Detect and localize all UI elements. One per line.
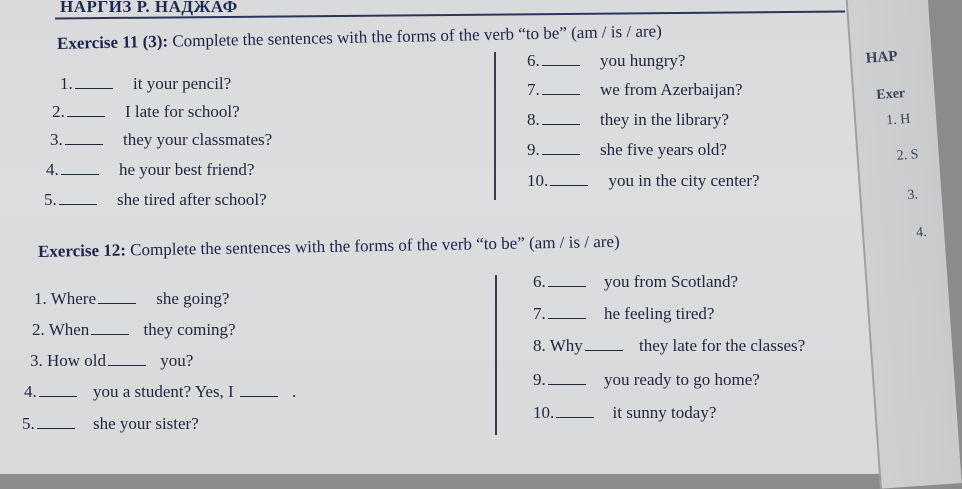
answer-blank[interactable]: [65, 130, 103, 145]
answer-blank[interactable]: [556, 403, 594, 418]
ex11-item-2: 2. I late for school?: [52, 102, 240, 121]
answer-blank[interactable]: [550, 171, 588, 186]
exercise-12-label: Exercise 12:: [37, 240, 127, 261]
exercise-11-instruction: Complete the sentences with the forms of the verb “to be” (am / is / are): [172, 21, 662, 51]
answer-blank[interactable]: [542, 51, 580, 66]
exercise-11-title: [57, 21, 662, 54]
side-page-line: 4.: [915, 224, 928, 241]
ex11-item-10: 10. you in the city center?: [527, 171, 760, 190]
answer-blank[interactable]: [37, 414, 75, 429]
side-page-line: НАР: [865, 48, 898, 67]
side-page-line: 3.: [906, 187, 919, 204]
answer-blank[interactable]: [59, 190, 97, 205]
ex11-item-9: 9. she five years old?: [527, 140, 727, 159]
ex11-item-8: 8. they in the library?: [527, 110, 729, 129]
ex12-item-8: 8. Why they late for the classes?: [533, 336, 806, 355]
ex12-item-3: 3. How old you?: [30, 351, 194, 370]
ex11-item-6: 6. you hungry?: [527, 51, 686, 70]
answer-blank[interactable]: [542, 80, 580, 95]
ex12-item-7: 7. he feeling tired?: [533, 304, 715, 323]
ex11-item-1: 1. it your pencil?: [60, 74, 232, 93]
ex11-item-3: 3. they your classmates?: [50, 130, 273, 149]
ex12-item-2: 2. When they coming?: [32, 320, 236, 339]
adjacent-page: [845, 0, 962, 489]
ex11-item-4: 4. he your best friend?: [46, 160, 255, 179]
answer-blank[interactable]: [542, 140, 580, 155]
ex12-item-5: 5. she your sister?: [22, 414, 199, 433]
ex11-item-5: 5. she tired after school?: [44, 190, 267, 209]
ex12-item-10: 10. it sunny today?: [533, 403, 717, 422]
ex12-item-1: 1. Where she going?: [34, 289, 230, 308]
side-page-line: Exer: [875, 86, 906, 104]
answer-blank[interactable]: [240, 382, 278, 397]
ex12-item-6: 6. you from Scotland?: [533, 272, 739, 291]
answer-blank[interactable]: [67, 102, 105, 117]
answer-blank[interactable]: [548, 370, 586, 385]
answer-blank[interactable]: [75, 74, 113, 89]
answer-blank[interactable]: [61, 160, 99, 175]
side-page-line: 2. S: [896, 147, 919, 164]
exercise-12-instruction: Complete the sentences with the forms of the verb “to be” (am / is / are): [130, 231, 620, 260]
exercise-12-title: [38, 232, 620, 262]
answer-blank[interactable]: [548, 272, 586, 287]
exercise-11-label: Exercise 11 (3):: [56, 31, 169, 53]
ex12-item-4: 4. you a student? Yes, I .: [24, 382, 297, 401]
column-divider: [495, 275, 497, 435]
answer-blank[interactable]: [548, 304, 586, 319]
answer-blank[interactable]: [39, 382, 77, 397]
ex11-item-7: 7. we from Azerbaijan?: [527, 80, 743, 99]
answer-blank[interactable]: [91, 320, 129, 335]
answer-blank[interactable]: [98, 289, 136, 304]
side-page-line: 1. H: [885, 111, 911, 129]
answer-blank[interactable]: [108, 351, 146, 366]
answer-blank[interactable]: [542, 110, 580, 125]
author-header: НАРГИЗ Р. НАДЖАФ: [60, 0, 238, 16]
answer-blank[interactable]: [585, 336, 623, 351]
ex12-item-9: 9. you ready to go home?: [533, 370, 760, 389]
column-divider: [494, 52, 496, 200]
